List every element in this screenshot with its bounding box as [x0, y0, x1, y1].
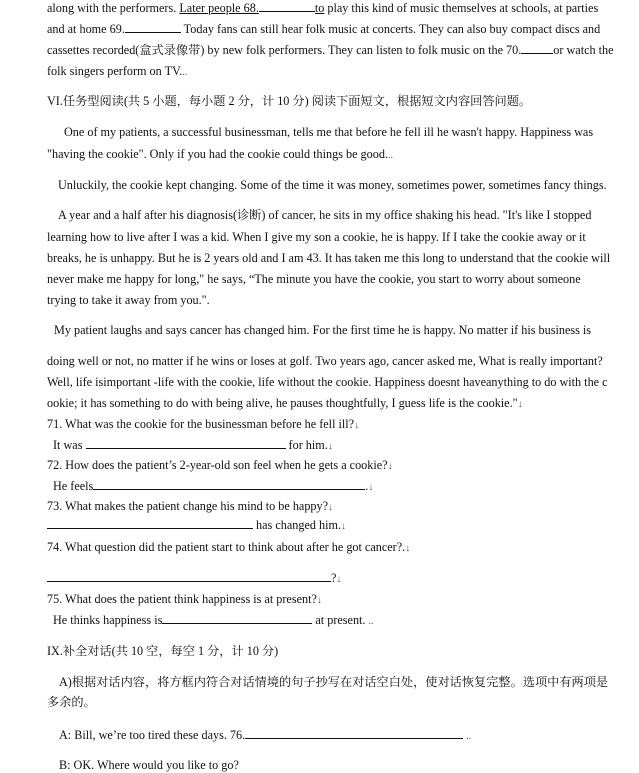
- text: breaks, he is unhappy. But he is 2 years old and I am 43. It has taken me this long to understand that the cookie will: [47, 251, 611, 265]
- question-73: [47, 498, 333, 516]
- answer-blank-75[interactable]: [162, 612, 312, 624]
- paragraph-mark: ..: [182, 67, 188, 78]
- text: trying to take it away from you.".: [47, 293, 210, 307]
- text: to: [314, 1, 325, 15]
- para-2: [58, 177, 607, 193]
- para-4-line-1: [54, 322, 591, 338]
- section-6-heading: [47, 93, 531, 109]
- passage-line-1: [47, 0, 598, 16]
- passage-line-3: [47, 42, 614, 58]
- para-3-line-2: [47, 229, 586, 245]
- answer-blank-73[interactable]: [47, 517, 253, 529]
- text: ) by new folk performers. They can listen to folk music on the 70.: [200, 43, 522, 57]
- answer-blank-72[interactable]: [93, 478, 365, 490]
- text: A year and a half after his diagnosis(诊断) of cancer, he sits in my office shaking his head. "It's like I stopped: [58, 208, 592, 222]
- text: doing well or not, no matter if he wins or loses at golf. Two years ago, cancer asked me, What is really important?: [47, 354, 603, 368]
- text: 74. What question did the patient start to think about after he got cancer?.: [47, 540, 406, 554]
- dialogue-line-2: [59, 757, 239, 773]
- answer-blank-68[interactable]: [259, 0, 315, 12]
- text: One of my patients, a successful businessman, tells me that before he fell ill he wasn't happy. Happiness was: [64, 125, 594, 139]
- paragraph-mark: ↓: [354, 420, 360, 431]
- text: has changed him.: [256, 518, 341, 532]
- answer-75: [53, 612, 374, 630]
- paragraph-mark: ↓: [341, 521, 346, 532]
- paragraph-mark: ..: [466, 731, 472, 742]
- paragraph-mark: ↓: [368, 482, 374, 493]
- para-3-line-5: [47, 292, 210, 308]
- text: Unluckily, the cookie kept changing. Some of the time it was money, sometimes power, sometimes fancy things.: [58, 178, 607, 192]
- text: or watch the: [553, 43, 614, 57]
- answer-blank-70[interactable]: [521, 42, 553, 54]
- paragraph-mark: ↓: [517, 399, 523, 410]
- question-74: [47, 539, 410, 557]
- text: along with the performers.: [47, 1, 180, 15]
- answer-71: [53, 437, 333, 455]
- text: 71. What was the cookie for the businessman before he fell ill?: [47, 417, 355, 431]
- text: for him.: [285, 438, 328, 452]
- answer-blank-71[interactable]: [86, 437, 286, 449]
- text: Today fans can still hear folk music at concerts. They can also buy compact discs and: [180, 22, 601, 36]
- text: "having the cookie". Only if you had the cookie could things be good.: [47, 147, 388, 161]
- section-9-heading: [47, 643, 278, 659]
- paragraph-mark: ..: [368, 616, 374, 627]
- text: IX.补全对话(共 10 空，每空 1 分，计 10 分): [47, 644, 279, 658]
- para-3-line-1: [58, 207, 591, 223]
- passage-line-4: [47, 63, 187, 81]
- answer-blank-76[interactable]: [245, 727, 463, 739]
- paragraph-mark: ..: [387, 150, 393, 161]
- text: It was: [53, 438, 83, 452]
- answer-72: [53, 478, 373, 496]
- section-9-instruction-2: [47, 694, 96, 710]
- question-71: [47, 416, 359, 434]
- text: ?: [331, 571, 337, 585]
- text: and at home 69.: [47, 22, 125, 36]
- text: .: [365, 479, 369, 493]
- question-72: [47, 457, 393, 475]
- text: He thinks happiness is: [53, 613, 163, 627]
- text: Later people 68.: [179, 1, 259, 15]
- section-9-instruction-1: [59, 674, 608, 690]
- text: learning how to live after I was a kid. When I give my son a cookie, he is happy. If I take the cookie away or it: [47, 230, 586, 244]
- text: cassettes recorded(: [47, 43, 140, 57]
- text: 73. What makes the patient change his mind to be happy?: [47, 499, 329, 513]
- paragraph-mark: ↓: [316, 595, 322, 606]
- para-4-line-4: [47, 395, 523, 413]
- text: Well, life isimportant -life with the cookie, life without the cookie. Happiness doesnt haveanything to do with the c: [47, 375, 608, 389]
- dialogue-line-76: [59, 727, 471, 745]
- text: VI.任务型阅读(共 5 小题，每小题 2 分，计 10 分) 阅读下面短文，根据短文内容回答问题。: [47, 94, 532, 108]
- answer-blank-74[interactable]: [47, 570, 331, 582]
- para-1-line-1: [64, 124, 593, 140]
- text: 多余的。: [47, 695, 96, 709]
- question-75: [47, 591, 322, 609]
- paragraph-mark: ↓: [405, 543, 411, 554]
- text: 72. How does the patient’s 2-year-old son feel when he gets a cookie?: [47, 458, 388, 472]
- text: A: Bill, we’re too tired these days. 76.: [59, 728, 246, 742]
- text: folk singers perform on TV.: [47, 64, 183, 78]
- answer-74: [47, 570, 341, 588]
- text: play this kind of music themselves at schools, at parties: [324, 1, 599, 15]
- para-3-line-3: [47, 250, 610, 266]
- paragraph-mark: ↓: [387, 461, 393, 472]
- paragraph-mark: ↓: [328, 502, 334, 513]
- answer-73: [47, 517, 346, 535]
- paragraph-mark: ↓: [327, 441, 333, 452]
- text: never make me happy for long," he says, “The minute you have the cookie, you start to worry about someone: [47, 272, 581, 286]
- text: A)根据对话内容，将方框内符合对话情境的句子抄写在对话空白处，使对话恢复完整。选项中有两项是: [59, 675, 609, 689]
- text: He feels: [53, 479, 94, 493]
- text: My patient laughs and says cancer has changed him. For the first time he is happy. No matter if his business is: [54, 323, 592, 337]
- passage-line-2: [47, 21, 600, 37]
- text: at present.: [312, 613, 366, 627]
- para-1-line-2: [47, 146, 393, 164]
- paragraph-mark: ↓: [336, 574, 342, 585]
- para-4-line-3: [47, 374, 608, 390]
- text: B: OK. Where would you like to go?: [59, 758, 239, 772]
- answer-blank-69[interactable]: [125, 21, 181, 33]
- para-4-line-2: [47, 353, 603, 369]
- text: 盒式录像带: [139, 43, 201, 57]
- para-3-line-4: [47, 271, 581, 287]
- text: ookie; it has something to do with being alive, he pauses thoughtfully, I guess life is the cookie.": [47, 396, 518, 410]
- text: 75. What does the patient think happiness is at present?: [47, 592, 317, 606]
